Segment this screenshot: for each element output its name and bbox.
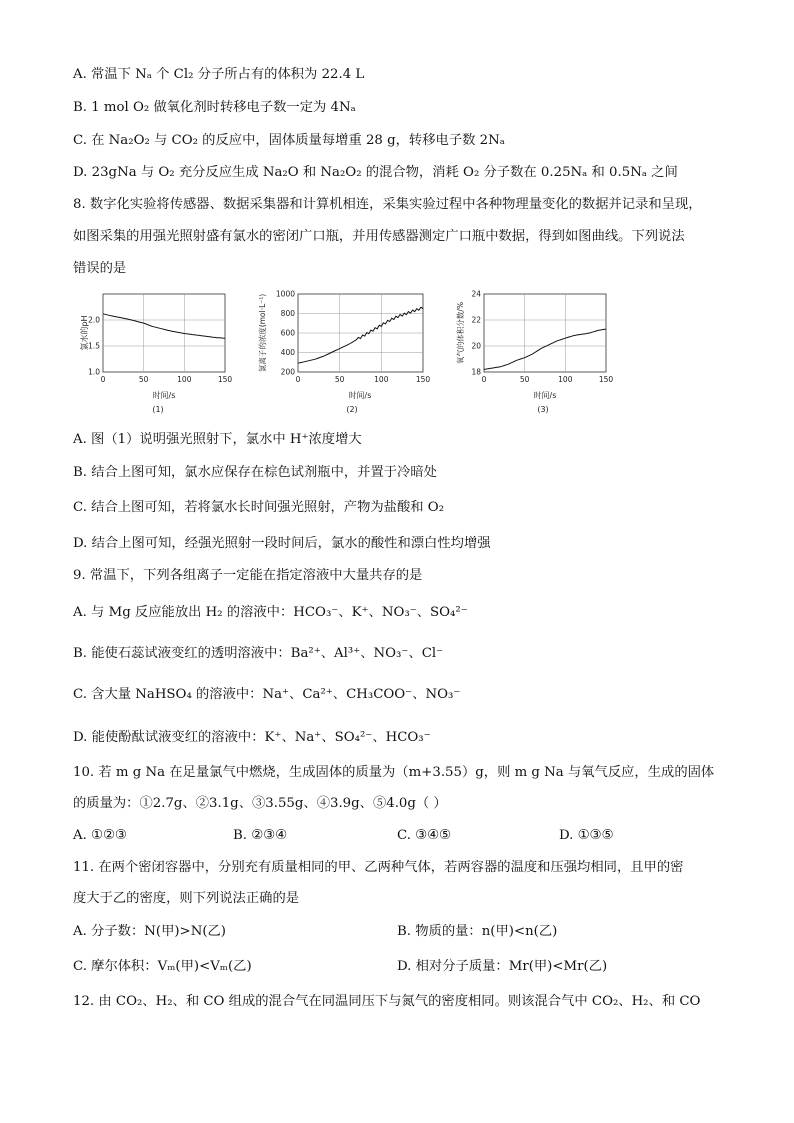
q8-option-b: B. 结合上图可知，氯水应保存在棕色试剂瓶中，并置于冷暗处 [73,465,437,480]
chloride-chart [256,288,431,420]
q9-stem: 9. 常温下，下列各组离子一定能在指定溶液中大量共存的是 [73,568,423,583]
q11-stem-line-1: 11. 在两个密闭容器中，分别充有质量相同的甲、乙两种气体，若两容器的温度和压强均相同，且甲的密 [73,860,684,875]
q8-stem-line-3: 错误的是 [73,261,127,276]
y-tick-label: 1.5 [88,341,100,351]
x-tick-label: 100 [558,375,573,384]
x-axis-label: 时间/s [533,391,557,400]
x-tick-label: 150 [217,375,233,384]
plot-frame [103,294,225,372]
y-tick-label: 1.0 [88,367,100,377]
q10-option-a: A. ①②③ [73,828,127,843]
q9-option-d: D. 能使酚酞试液变红的溶液中：K⁺、Na⁺、SO₄²⁻、HCO₃⁻ [73,730,431,745]
q11-stem-line-2: 度大于乙的密度，则下列说法正确的是 [73,891,300,906]
x-tick-label: 0 [481,375,487,384]
x-tick-label: 100 [374,375,389,384]
y-tick-label: 200 [280,367,295,377]
series-line [298,307,423,363]
x-axis-label: 时间/s [152,391,176,400]
ph-chart [78,288,238,420]
x-tick-label: 50 [138,375,149,384]
q8-figures [78,288,638,420]
series-line [484,329,606,369]
q10-option-b: B. ②③④ [233,828,287,843]
q8-option-c: C. 结合上图可知，若将氯水长时间强光照射，产物为盐酸和 O₂ [73,500,445,515]
q10-stem-line-1: 10. 若 m g Na 在足量氯气中燃烧，生成固体的质量为（m+3.55）g，则 m g Na 与氧气反应，生成的固体 [73,765,715,780]
x-axis-label: 时间/s [348,391,372,400]
q9-option-b: B. 能使石蕊试液变红的透明溶液中：Ba²⁺、Al³⁺、NO₃⁻、Cl⁻ [73,646,444,661]
x-tick-label: 100 [177,375,192,384]
y-axis-label: 氯水的pH [80,315,89,351]
q7-option-a: A. 常温下 Nₐ 个 Cl₂ 分子所占有的体积为 22.4 L [73,67,365,82]
q9-option-a: A. 与 Mg 反应能放出 H₂ 的溶液中：HCO₃⁻、K⁺、NO₃⁻、SO₄²⁻ [73,605,468,620]
q11-option-d: D. 相对分子质量：Mr(甲)<Mr(乙) [397,959,608,974]
figure-caption: (2) [346,405,358,414]
y-tick-label: 22 [471,315,481,325]
y-tick-label: 600 [280,328,295,338]
q8-option-d: D. 结合上图可知，经强光照射一段时间后，氯水的酸性和漂白性均增强 [73,536,491,551]
y-tick-label: 18 [471,367,481,377]
x-tick-label: 150 [415,375,431,384]
q7-option-d: D. 23gNa 与 O₂ 充分反应生成 Na₂O 和 Na₂O₂ 的混合物，消耗 O₂ 分子数在 0.25Nₐ 和 0.5Nₐ 之间 [73,165,678,180]
y-axis-label: 氯离子的浓度(mol·L⁻¹) [258,293,267,373]
q10-option-c: C. ③④⑤ [397,828,451,843]
q12-stem: 12. 由 CO₂、H₂、和 CO 组成的混合气在同温同压下与氮气的密度相同。则该混合气中 CO₂、H₂、和 CO [73,994,701,1009]
figure-caption: (3) [537,405,549,414]
q7-option-b: B. 1 mol O₂ 做氧化剂时转移电子数一定为 4Nₐ [73,100,356,115]
oxygen-chart [454,288,624,420]
q10-stem-line-2: 的质量为：①2.7g、②3.1g、③3.55g、④3.9g、⑤4.0g（ ） [73,796,447,811]
y-tick-label: 800 [280,309,295,318]
x-tick-label: 50 [334,375,345,384]
x-tick-label: 0 [295,375,301,384]
x-tick-label: 150 [598,375,614,384]
figure-caption: (1) [152,405,164,414]
y-tick-label: 1000 [275,289,295,299]
y-tick-label: 2.0 [88,315,100,325]
q11-option-a: A. 分子数：N(甲)>N(乙) [73,924,226,939]
q8-stem-line-1: 8. 数字化实验将传感器、数据采集器和计算机相连，采集实验过程中各种物理量变化的数据并记录和呈现， [73,197,702,212]
q11-option-c: C. 摩尔体积：Vₘ(甲)<Vₘ(乙) [73,959,252,974]
y-axis-label: 氧气的体积分数/% [456,301,465,365]
x-tick-label: 50 [519,375,530,384]
y-tick-label: 24 [471,289,481,299]
x-tick-label: 0 [100,375,106,384]
series-line [103,314,225,338]
q7-option-c: C. 在 Na₂O₂ 与 CO₂ 的反应中，固体质量每增重 28 g，转移电子数 2Nₐ [73,133,505,148]
q9-option-c: C. 含大量 NaHSO₄ 的溶液中：Na⁺、Ca²⁺、CH₃COO⁻、NO₃⁻ [73,687,461,702]
q8-stem-line-2: 如图采集的用强光照射盛有氯水的密闭广口瓶，并用传感器测定广口瓶中数据，得到如图曲线。下列说法 [73,229,685,244]
y-tick-label: 20 [471,341,481,351]
y-tick-label: 400 [280,348,295,357]
q10-option-d: D. ①③⑤ [559,828,614,843]
q8-option-a: A. 图（1）说明强光照射下，氯水中 H⁺浓度增大 [73,432,362,447]
q11-option-b: B. 物质的量：n(甲)<n(乙) [397,924,558,939]
